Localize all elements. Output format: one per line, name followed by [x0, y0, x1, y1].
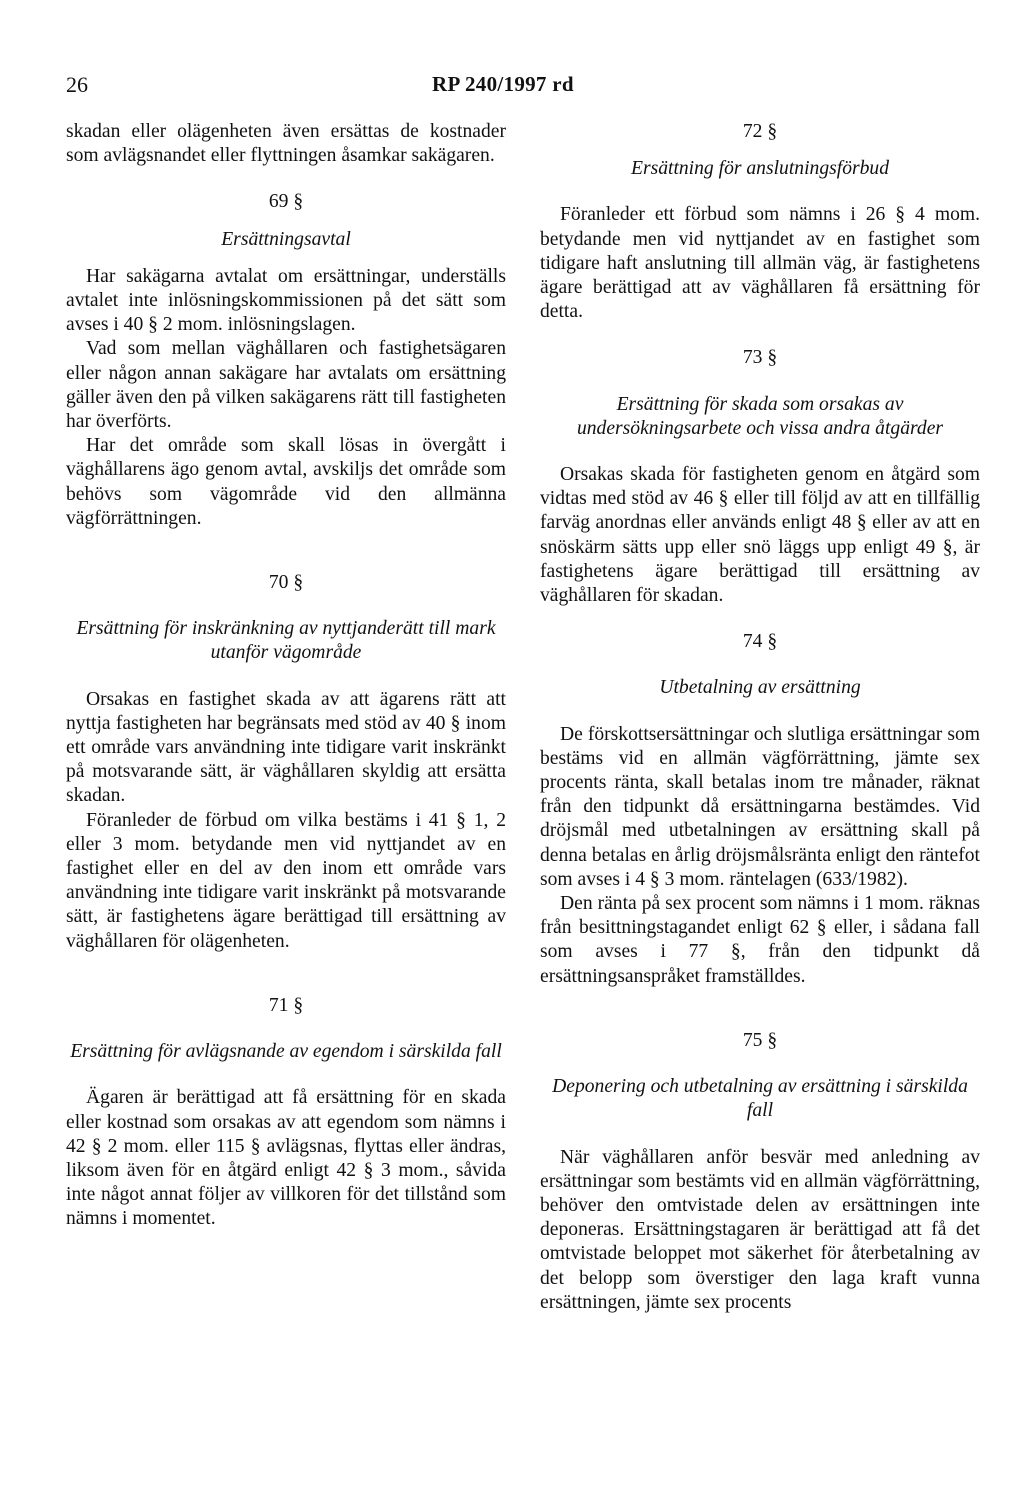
- section-74-paragraph-1: De förskottsersättningar och slutliga ersättningar som bestäms vid en allmän vägförrättning, jämte sex procents ränta, skall betalas inom tre månader, räknat från den tidpunkt då ersättningarna bestämdes. Vid dröjsmål med utbetalningen av ersättning skall på denna betalas en årlig dröjsmålsränta enligt den räntefot som avses i 4 § 3 mom. räntelagen (633/1982).: [540, 723, 980, 890]
- section-73-number: 73 §: [742, 347, 778, 369]
- section-74-paragraph-2: Den ränta på sex procent som nämns i 1 mom. räknas från besittningstagandet enligt 62 § eller, i sådana fall som avses i 77 §, från den tidpunkt då ersättningsanspråket framställdes.: [540, 893, 980, 987]
- section-71-number: 71 §: [268, 994, 304, 1016]
- left-column: [66, 120, 506, 1232]
- section-73-title: Ersättning för skada som orsakas av undersökningsarbete och vissa andra åtgärder: [576, 393, 944, 439]
- section-72-title: Ersättning för anslutningsförbud: [630, 158, 890, 180]
- section-69-paragraph-3: Har det område som skall lösas in övergått i väghållarens ägo genom avtal, avskiljs det område som behövs som vägområde vid den allmänna vägförrättningen.: [66, 435, 506, 529]
- section-74-number: 74 §: [742, 631, 778, 653]
- section-70-paragraph-1: Orsakas en fastighet skada av att ägarens rätt att nyttja fastigheten har begränsats med stöd av 40 § inom ett område vars användning inte tidigare varit inskränkt på motsvarande sätt, är väghållaren skyldig att ersätta skadan.: [66, 688, 506, 807]
- section-73-paragraph-1: Orsakas skada för fastigheten genom en åtgärd som vidtas med stöd av 46 § eller till följd av att en tillfällig farväg anordnas eller används enligt 48 § eller av att en snöskärm sätts upp eller snö läggs upp enligt 49 §, är fastighetens ägare berättigad till ersättning av väghållaren för skadan.: [540, 464, 980, 607]
- continued-paragraph: skadan eller olägenheten även ersättas de kostnader som avlägsnandet eller flyttningen åsamkar sakägaren.: [66, 121, 506, 167]
- section-70-paragraph-2: Föranleder de förbud om vilka bestäms i 41 § 1, 2 eller 3 mom. betydande men vid nyttjandet av en fastighet eller en del av den inom ett område vars användning inte tidigare varit inskränkt på motsvarande sätt, är fastighetens ägare berättigad till ersättning av väghållaren för olägenheten.: [66, 809, 506, 952]
- section-74-title: Utbetalning av ersättning: [659, 677, 861, 699]
- section-75-paragraph-1: När väghållaren anför besvär med anledning av ersättningar som bestämts vid en allmän vägförrättning, behöver den omtvistade delen av ersättningen inte deponeras. Ersättningstagaren är berättigad att få det omtvistade beloppet mot säkerhet för återbetalning av det belopp som överstiger den laga kraft vunna ersättningen, jämte sex procents: [540, 1146, 980, 1313]
- section-69-paragraph-1: Har sakägarna avtalat om ersättningar, underställs avtalet inte inlösningskommissionen på det sätt som avses i 40 § 2 mom. inlösningslagen.: [66, 265, 506, 336]
- running-head: RP 240/1997 rd: [432, 72, 574, 96]
- section-70-number: 70 §: [268, 572, 304, 594]
- section-75-number: 75 §: [742, 1029, 778, 1051]
- section-69-title: Ersättningsavtal: [221, 228, 351, 250]
- section-75-title: Deponering och utbetalning av ersättning i särskilda fall: [552, 1076, 968, 1122]
- section-71-title: Ersättning för avlägsnande av egendom i särskilda fall: [70, 1041, 502, 1063]
- page-number: 26: [66, 72, 88, 97]
- right-column: [540, 120, 980, 1315]
- section-70-title: Ersättning för inskränkning av nyttjanderätt till mark utanför vägområde: [76, 618, 496, 664]
- section-69-paragraph-2: Vad som mellan väghållaren och fastighetsägaren eller någon annan sakägare har avtalats om ersättning gäller även den på vilken sakägarens rätt till fastigheten har överförts.: [66, 338, 506, 433]
- section-72-paragraph-1: Föranleder ett förbud som nämns i 26 § 4 mom. betydande men vid nyttjandet av en fastighet som tidigare haft anslutning till allmän väg, är fastighetens ägare berättigad att av väghållaren få ersättning för detta.: [540, 204, 980, 323]
- section-72-number: 72 §: [742, 121, 778, 142]
- section-69-number: 69 §: [268, 191, 304, 213]
- section-71-paragraph-1: Ägaren är berättigad att få ersättning för en skada eller kostnad som orsakas av att egendom som nämns i 42 § 2 mom. eller 115 § avlägsnas, flyttas eller ändras, liksom även för en åtgärd enligt 42 § 3 mom., såvida inte något annat följer av villkoren för det tillstånd som nämns i momentet.: [66, 1087, 506, 1230]
